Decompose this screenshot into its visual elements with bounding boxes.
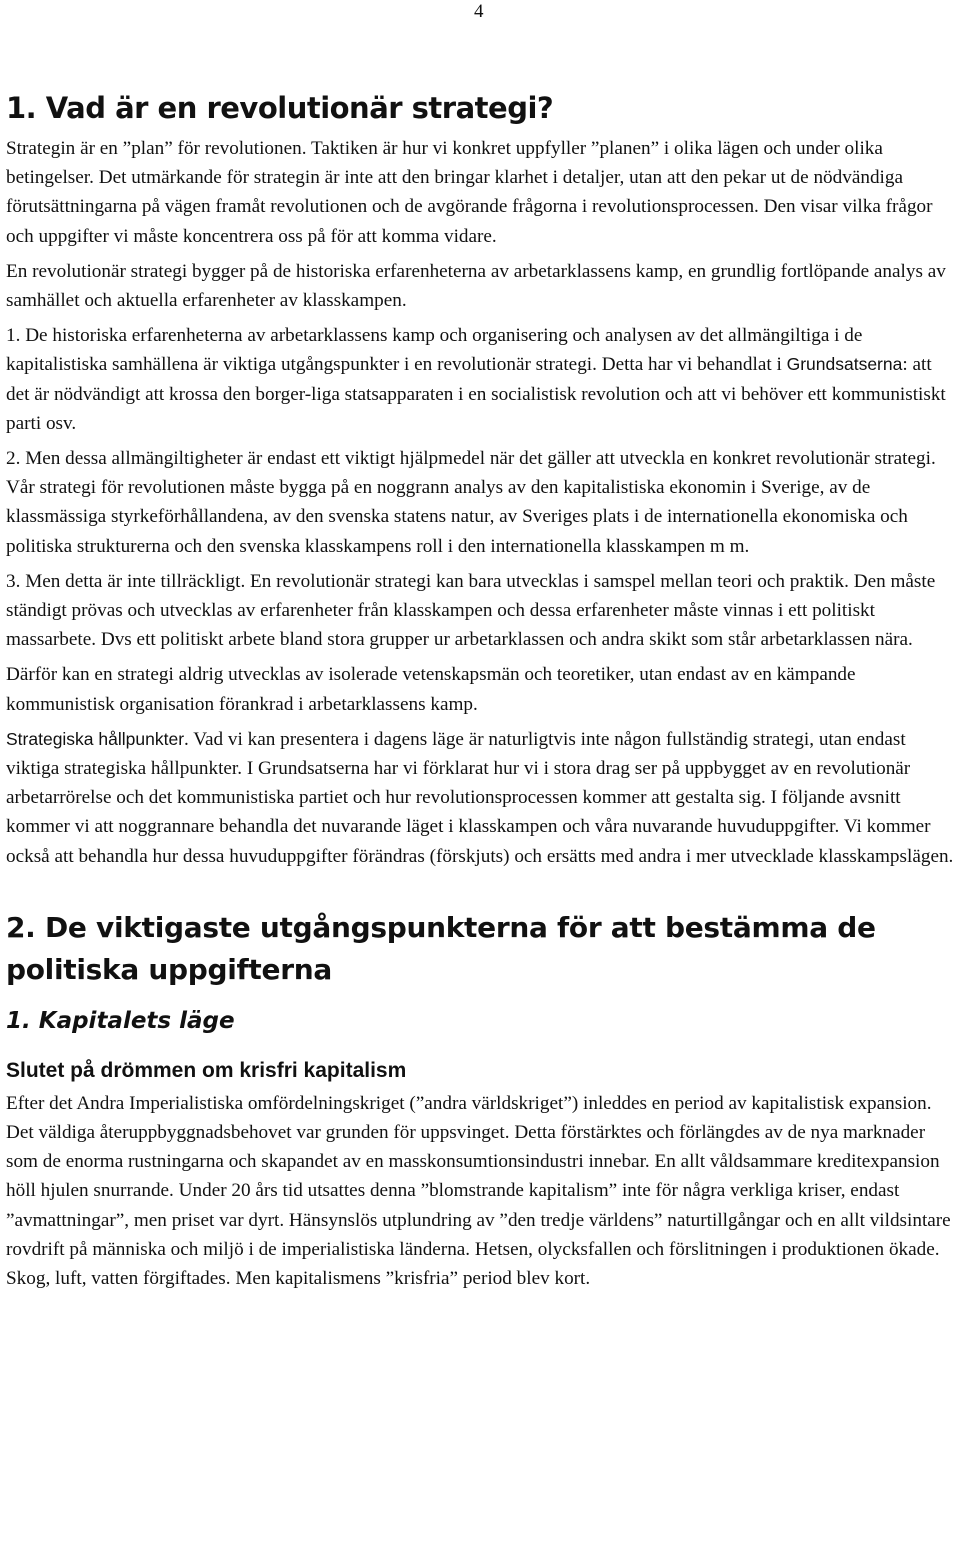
paragraph: En revolutionär strategi bygger på de historiska erfarenheterna av arbetarklassens kamp, en grundlig fortlöpande analys av samhället och aktuella erfarenheter av klasskampen.	[6, 260, 946, 312]
page-number: 4	[474, 1, 484, 22]
subsection-heading: 1. Kapitalets läge	[6, 1007, 235, 1034]
paragraph	[6, 321, 956, 438]
paragraph: Efter det Andra Imperialistiska omfördelningskriget (”andra världskriget”) inleddes en period av kapitalistisk expansion. Det väldiga återuppbyggnadsbehovet var grunden för uppsvinget. Detta förstärktes och förlängdes av de nya marknader som de enorma rustningarna och skapandet av en masskonsumtionsindustri innebar. En allt våldsammare kreditexpansion höll hjulen snurrande. Under 20 års tid utsattes denna ”blomstrande kapitalism” inte för några verkliga kriser, endast ”avmattningar”, men priset var dyrt. Hänsynslös utplundring av ”den tredje världens” naturtillgångar och en allt vildsintare rovdrift på människa och miljö i de imperialistiska länderna. Hetsen, olycksfallen och förslitningen i produktionen ökade. Skog, luft, vatten förgiftades. Men kapitalismens ”krisfria” period blev kort.	[6, 1092, 951, 1290]
paragraph	[6, 725, 956, 871]
paragraph: Strategin är en ”plan” för revolutionen. Taktiken är hur vi konkret uppfyller ”planen” i olika lägen och under olika betingelser. Det utmärkande för strategin är inte att den bringar klarhet i detaljer, utan att den pekar ut de nödvändiga förutsättningarna på vägen framåt revolutionen och de avgörande frågorna i revolutionsprocessen. Den visar vilka frågor och uppgifter vi måste koncentrera oss på för att komma vidare.	[6, 138, 933, 247]
paragraph: Därför kan en strategi aldrig utvecklas av isolerade vetenskapsmän och teoretiker, utan endast av en kämpande kommunistisk organisation förankrad i arbetarklassens kamp.	[6, 664, 856, 715]
emphasized-term: Grundsatserna	[786, 354, 903, 375]
section-heading: 1. Vad är en revolutionär strategi?	[6, 91, 554, 125]
paragraph-text: 1. De historiska erfarenheterna av arbetarklassens kamp och organisering och analysen av det allmängiltiga i de kapitalistiska samhällena är viktiga utgångspunkter i en revolutionär strategi. Detta har vi behandlat i	[6, 325, 863, 376]
document-body	[6, 90, 956, 1299]
paragraph-text: . Vad vi kan presentera i dagens läge är naturligtvis inte någon fullständig strategi, utan endast viktiga strategiska hållpunkter. I Grundsatserna har vi förklarat hur vi i stora drag ser på uppbygget av en revolutionär arbetarrörelse och det kommunistiska partiet och hur revolutionsprocessen kommer att gestalta sig. I följande avsnitt kommer vi att noggrannare behandla det nuvarande läget i klasskampen och våra nuvarande huvuduppgifter. Vi kommer också att behandla hur dessa huvuduppgifter förändras (förskjuts) och ersätts med andra i mer utvecklade klasskampslägen.	[6, 728, 954, 867]
paragraph-text: : att det är nödvändigt att krossa den borger-liga statsapparaten i en socialistisk revolution och att vi behöver ett kommunistiskt parti osv.	[6, 354, 946, 434]
paragraph: 2. Men dessa allmängiltigheter är endast ett viktigt hjälpmedel när det gäller att utveckla en konkret revolutionär strategi. Vår strategi för revolutionen måste bygga på en noggrann analys av den kapitalistiska ekonomin i Sverige, av de klassmässiga styrkeförhållandena, av den svenska statens natur, av Sveriges plats i de internationella ekonomiska och politiska strukturerna och den svenska klasskampens roll i den internationella klasskampen m m.	[6, 448, 936, 557]
emphasized-term: Strategiska hållpunkter	[6, 728, 185, 749]
chapter-heading: 2. De viktigaste utgångspunkterna för att bestämma de politiska uppgifterna	[6, 910, 876, 986]
paragraph: 3. Men detta är inte tillräckligt. En revolutionär strategi kan bara utvecklas i samspel mellan teori och praktik. Den måste ständigt prövas och utvecklas av erfarenheter från klasskampen och dessa erfarenheter måste vinnas i ett politiskt massarbete. Dvs ett politiskt arbete bland stora grupper ur arbetarklassen och andra skikt som står arbetarklassen nära.	[6, 570, 936, 651]
topic-heading: Slutet på drömmen om krisfri kapitalism	[6, 1058, 407, 1082]
